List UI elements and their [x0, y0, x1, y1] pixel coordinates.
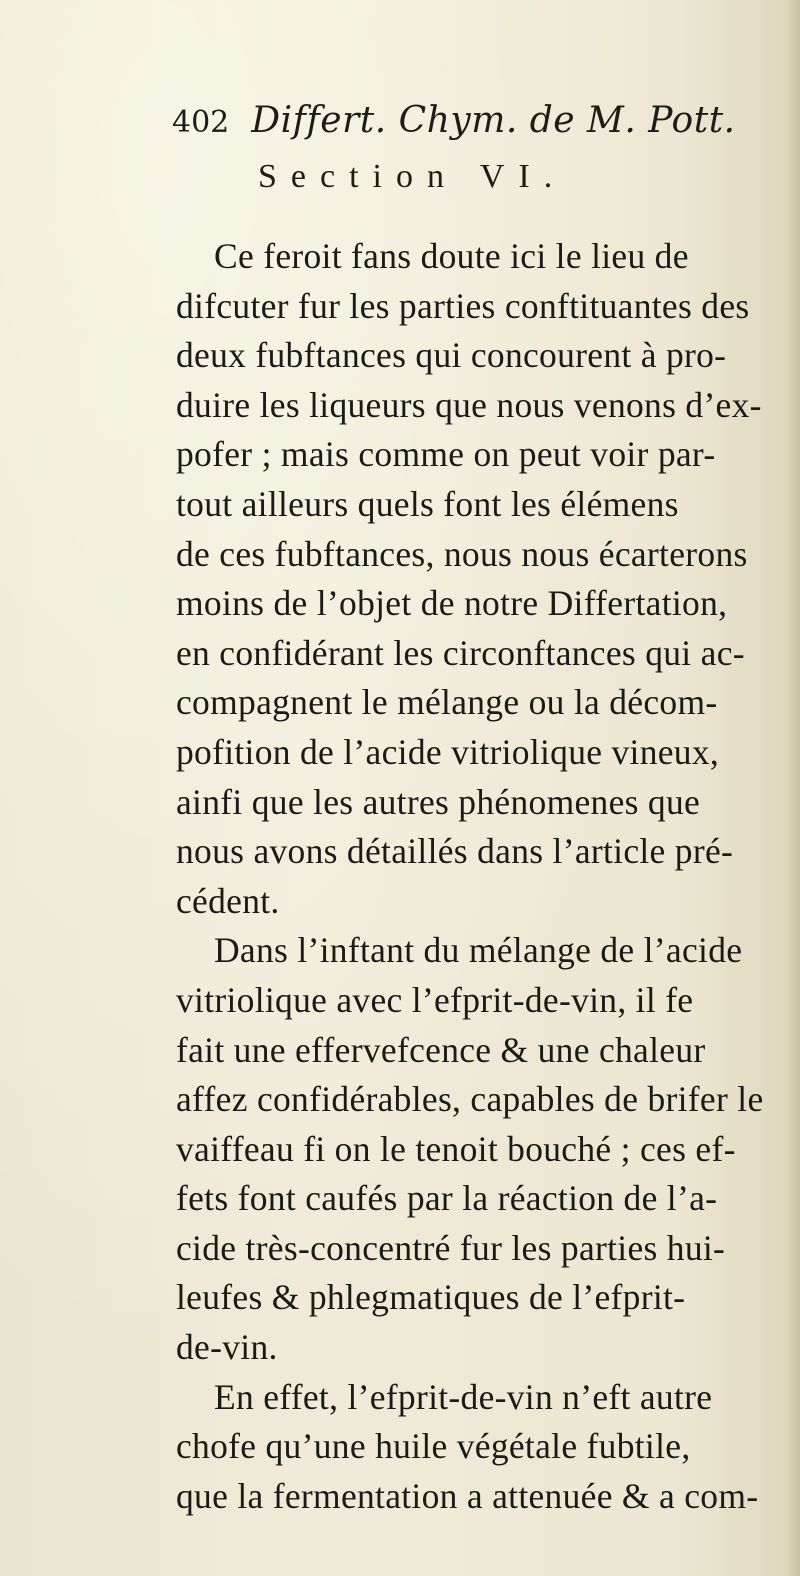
text-line: vaiffeau fi on le tenoit bouché ; ces ef-: [176, 1128, 736, 1169]
text-line: cédent.: [176, 880, 280, 921]
text-line: vitriolique avec l’efprit-de-vin, il fe: [176, 979, 694, 1020]
text-line: deux fubftances qui concourent à pro-: [176, 335, 727, 376]
page-number: 402: [172, 105, 230, 140]
text-line: compagnent le mélange ou la décom-: [176, 682, 718, 723]
text-line: de ces fubftances, nous nous écarterons: [176, 533, 748, 574]
text-line: nous avons détaillés dans l’article pré-: [176, 831, 734, 872]
text-line: fets font caufés par la réaction de l’a-: [176, 1178, 718, 1219]
text-line: difcuter fur les parties conftituantes des: [176, 285, 750, 326]
text-line: chofe qu’une huile végétale fubtile,: [176, 1426, 691, 1467]
running-head-title: Differt. Chym. de M. Pott.: [251, 100, 736, 141]
text-line: affez confidérables, capables de brifer le: [176, 1079, 764, 1120]
text-line: duire les liqueurs que nous venons d’ex-: [176, 384, 762, 425]
text-line: Ce feroit fans doute ici le lieu de: [214, 236, 689, 276]
running-head: [172, 100, 736, 160]
text-line: pofer ; mais comme on peut voir par-: [176, 434, 716, 475]
text-line: cide très-concentré fur les parties hui-: [176, 1227, 726, 1268]
text-line: que la fermentation a attenuée & a com-: [176, 1475, 759, 1516]
text-line: en confidérant les circonftances qui ac-: [176, 632, 745, 673]
text-line: pofition de l’acide vitriolique vineux,: [176, 731, 720, 772]
text-line: fait une effervefcence & une chaleur: [176, 1029, 706, 1070]
body-text: [176, 232, 782, 1521]
section-heading: Section VI.: [258, 158, 567, 195]
text-line: moins de l’objet de notre Differtation,: [176, 583, 728, 624]
text-line: tout ailleurs quels font les élémens: [176, 483, 679, 524]
text-line: de-vin.: [176, 1327, 278, 1368]
page-edge-shadow: [786, 0, 800, 1576]
text-line: En effet, l’efprit-de-vin n’eft autre: [214, 1376, 713, 1417]
text-line: ainfi que les autres phénomenes que: [176, 781, 701, 822]
text-line: Dans l’inftant du mélange de l’acide: [214, 930, 743, 971]
text-line: leufes & phlegmatiques de l’efprit-: [176, 1277, 686, 1318]
